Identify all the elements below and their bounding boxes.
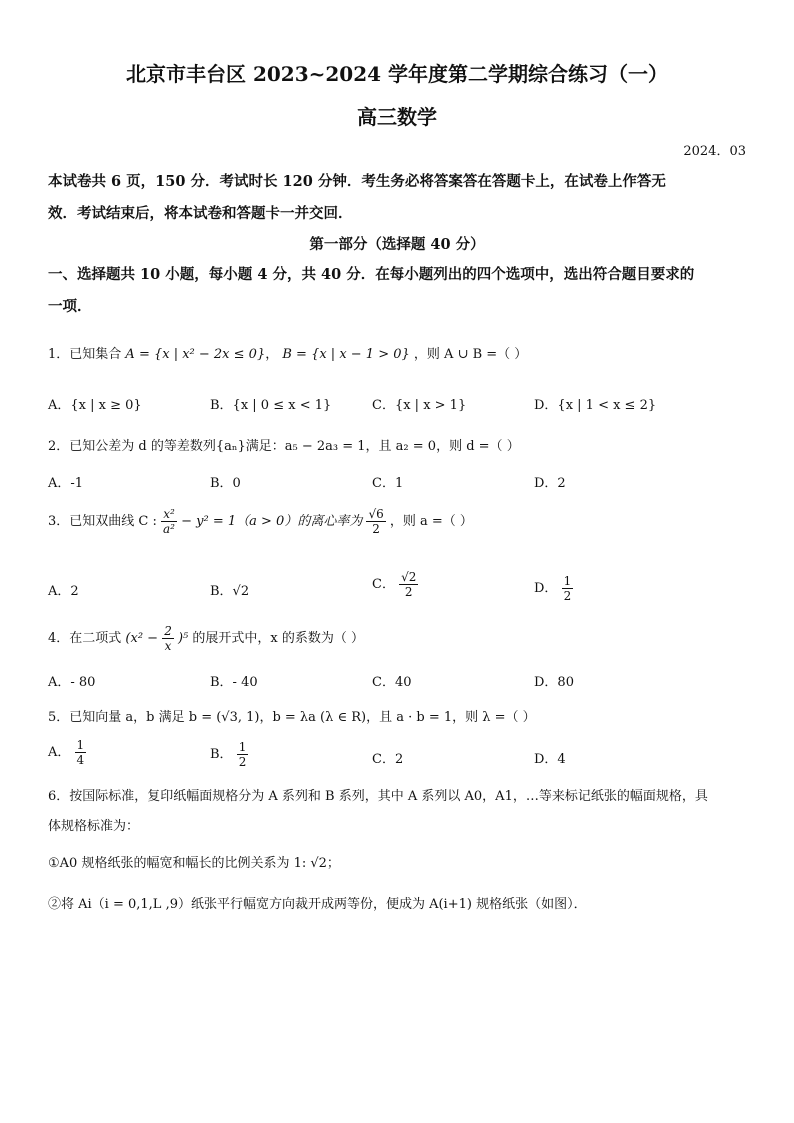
intro-line-1: 本试卷共 6 页，150 分．考试时长 120 分钟．考生务必将答案答在答题卡上，在试卷上作答无 (48, 173, 666, 190)
q3-option-a: A．2 (48, 584, 79, 599)
question-4-stem (48, 624, 364, 653)
q1-set-b: B = {x | x − 1 > 0} (282, 347, 410, 362)
section-instruction-2: 一项． (48, 298, 92, 315)
exam-title: 北京市丰台区 2023~2024 学年度第二学期综合练习（一） (125, 62, 668, 86)
q1-option-b: B．{x | 0 ≤ x < 1} (210, 398, 332, 413)
q4-fraction: $\frac{2}{x}$ (164, 624, 172, 653)
q1-option-d: D．{x | 1 < x ≤ 2} (534, 398, 657, 413)
q3-lead: 3．已知双曲线 C : (48, 514, 157, 529)
q3-option-d: D． $\frac{1}{2}$ (534, 574, 572, 603)
intro-line-2: 效．考试结束后，将本试卷和答题卡一并交回． (48, 205, 353, 222)
q5-option-d: D．4 (534, 752, 566, 767)
q3-option-d-fraction: $\frac{1}{2}$ (563, 574, 572, 603)
q5-option-a: A． $\frac{1}{4}$ (48, 738, 85, 767)
question-5-stem: 5．已知向量 a，b 满足 b = (√3, 1)，b = λa (λ ∈ R)，且 a · b = 1，则 λ =（ ） (48, 710, 536, 725)
q2-option-c: C．1 (372, 476, 404, 491)
question-3-stem (48, 507, 473, 536)
q2-option-d: D．2 (534, 476, 566, 491)
exam-date: 2024．03 (683, 144, 746, 159)
section-instruction-1: 一、选择题共 10 小题，每小题 4 分，共 40 分．在每小题列出的四个选项中，选出符合题目要求的 (48, 266, 695, 283)
q1-option-a: A．{x | x ≥ 0} (48, 398, 142, 413)
q4-option-d: D．80 (534, 675, 574, 690)
q1-option-c: C．{x | x > 1} (372, 398, 467, 413)
q3-eccentricity: $\frac{√6}{2}$ (368, 507, 384, 536)
q3-tail: ，则 a =（ ） (389, 514, 473, 529)
q4-option-b: B．- 40 (210, 675, 258, 690)
q4-expr-end: )⁵ (177, 631, 189, 646)
q5-option-c: C．2 (372, 752, 404, 767)
question-1-stem: 1．已知集合 A = {x | x² − 2x ≤ 0}， B = {x | x − 1 > 0} ，则 A ∪ B =（ ） (48, 347, 528, 362)
q4-option-c: C．40 (372, 675, 412, 690)
question-2-stem: 2．已知公差为 d 的等差数列{aₙ}满足：a₅ − 2a₃ = 1，且 a₂ = 0，则 d =（ ） (48, 439, 520, 454)
q3-option-c: C． $\frac{√2}{2}$ (372, 570, 417, 599)
q3-fraction: $\frac{\text{x²}}{\text{a²}}$ (163, 507, 175, 536)
q1-lead: 1．已知集合 (48, 347, 122, 362)
q4-tail: 的展开式中，x 的系数为（ ） (192, 631, 365, 646)
question-6-line-2: 体规格标准为： (48, 819, 140, 834)
q4-expr: (x² − (125, 631, 159, 646)
q4-lead: 4．在二项式 (48, 631, 122, 646)
q3-option-c-fraction: $\frac{√2}{2}$ (401, 570, 417, 599)
q3-option-b: B．√2 (210, 584, 250, 599)
q1-set-a: A = {x | x² − 2x ≤ 0} (125, 347, 266, 362)
question-6-item-1: ①A0 规格纸张的幅宽和幅长的比例关系为 1: √2； (48, 856, 340, 871)
q5-option-a-fraction: $\frac{1}{4}$ (76, 738, 85, 767)
q1-tail: ，则 A ∪ B =（ ） (413, 347, 528, 362)
q2-option-b: B．0 (210, 476, 241, 491)
q4-option-a: A．- 80 (48, 675, 96, 690)
exam-subtitle: 高三数学 (357, 105, 437, 129)
q5-option-b: B． $\frac{1}{2}$ (210, 740, 247, 769)
q5-option-b-fraction: $\frac{1}{2}$ (238, 740, 247, 769)
question-6-item-2: ②将 Ai（i = 0,1,L ,9）纸张平行幅宽方向裁开成两等份，便成为 A(i+1) 规格纸张（如图）． (48, 897, 587, 912)
part-title: 第一部分（选择题 40 分） (309, 236, 485, 253)
q3-equation: − y² = 1（a > 0）的离心率为 (181, 514, 363, 529)
question-6-line-1: 6．按国际标准，复印纸幅面规格分为 A 系列和 B 系列，其中 A 系列以 A0，A1，…等来标记纸张的幅面规格，具 (48, 789, 708, 804)
q2-option-a: A．-1 (48, 476, 84, 491)
